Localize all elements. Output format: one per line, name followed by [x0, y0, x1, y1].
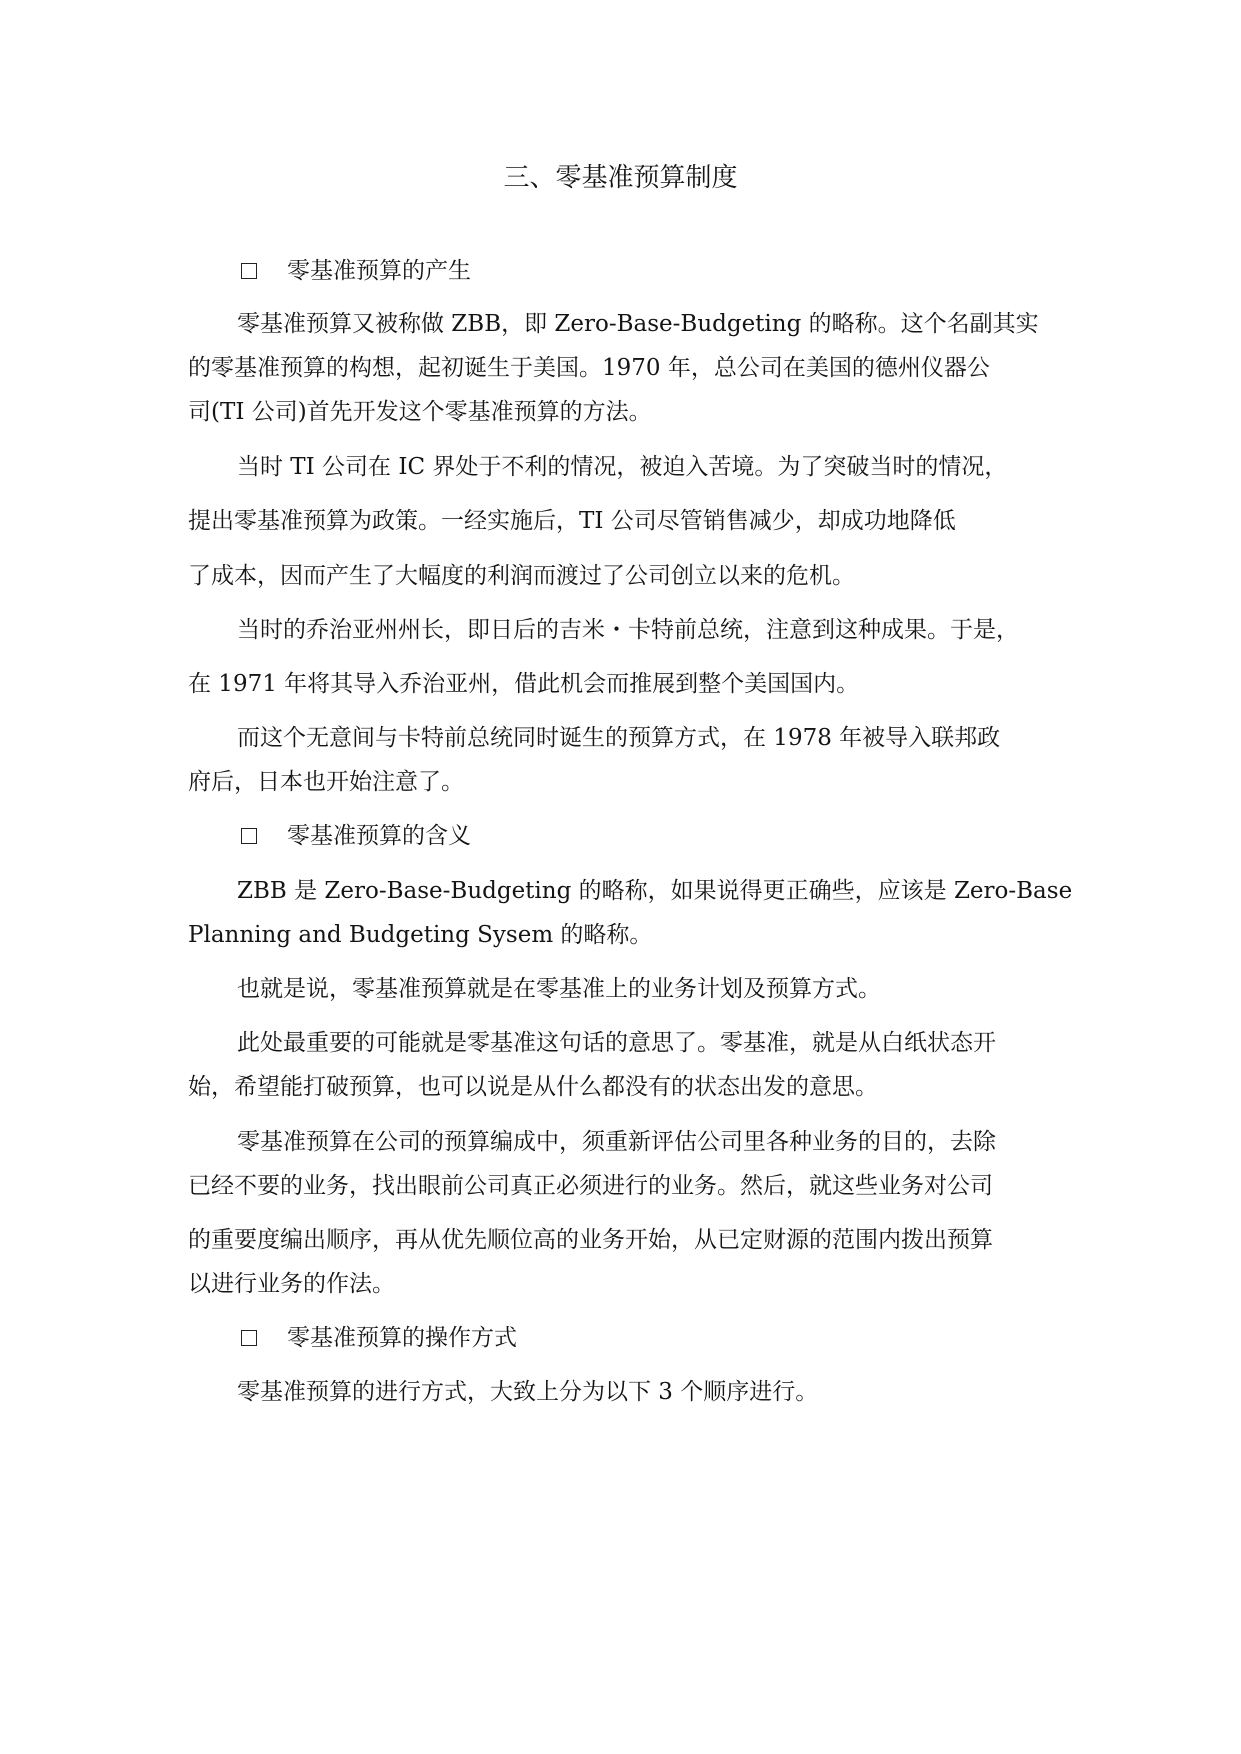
paragraph-line: 已经不要的业务，找出眼前公司真正必须进行的业务。然后，就这些业务对公司 [188, 1173, 993, 1199]
paragraph-line: 而这个无意间与卡特前总统同时诞生的预算方式，在 1978 年被导入联邦政 [237, 725, 1001, 751]
paragraph-line: ZBB 是 Zero-Base-Budgeting 的略称，如果说得更正确些，应该是 Zero-Base [237, 878, 1073, 904]
paragraph-line: 始，希望能打破预算，也可以说是从什么都没有的状态出发的意思。 [188, 1074, 878, 1100]
paragraph-line: 当时 TI 公司在 IC 界处于不利的情况，被迫入苦境。为了突破当时的情况， [237, 454, 1008, 480]
paragraph-line: Planning and Budgeting Sysem 的略称。 [188, 922, 653, 948]
paragraph-line: 零基准预算在公司的预算编成中，须重新评估公司里各种业务的目的，去除 [237, 1129, 996, 1155]
page-title: 三、零基准预算制度 [503, 163, 738, 193]
section-heading [241, 255, 471, 287]
checkbox-square-icon [241, 1330, 257, 1346]
paragraph-line: 的零基准预算的构想，起初诞生于美国。1970 年，总公司在美国的德州仪器公 [188, 355, 990, 381]
checkbox-square-icon [241, 828, 257, 844]
section-heading [241, 1322, 517, 1354]
section-heading-text: 零基准预算的操作方式 [287, 1325, 517, 1351]
paragraph-line: 以进行业务的作法。 [188, 1271, 395, 1297]
paragraph-line: 的重要度编出顺序，再从优先顺位高的业务开始，从已定财源的范围内拨出预算 [188, 1227, 993, 1253]
paragraph-line: 零基准预算的进行方式，大致上分为以下 3 个顺序进行。 [237, 1379, 819, 1405]
paragraph-line: 在 1971 年将其导入乔治亚州，借此机会而推展到整个美国国内。 [188, 671, 860, 697]
section-heading [241, 820, 471, 852]
section-heading-text: 零基准预算的产生 [287, 258, 471, 284]
section-heading-text: 零基准预算的含义 [287, 823, 471, 849]
paragraph-line: 司(TI 公司)首先开发这个零基准预算的方法。 [188, 399, 652, 425]
paragraph-line: 也就是说，零基准预算就是在零基准上的业务计划及预算方式。 [237, 976, 881, 1002]
paragraph-line: 府后，日本也开始注意了。 [188, 769, 464, 795]
paragraph-line: 当时的乔治亚州州长，即日后的吉米・卡特前总统，注意到这种成果。于是， [237, 617, 1019, 643]
paragraph-line: 此处最重要的可能就是零基准这句话的意思了。零基准，就是从白纸状态开 [237, 1030, 996, 1056]
checkbox-square-icon [241, 263, 257, 279]
paragraph-line: 了成本，因而产生了大幅度的利润而渡过了公司创立以来的危机。 [188, 563, 855, 589]
paragraph-line: 提出零基准预算为政策。一经实施后，TI 公司尽管销售减少，却成功地降低 [188, 508, 956, 534]
paragraph-line: 零基准预算又被称做 ZBB，即 Zero-Base-Budgeting 的略称。这个名副其实 [237, 311, 1039, 337]
